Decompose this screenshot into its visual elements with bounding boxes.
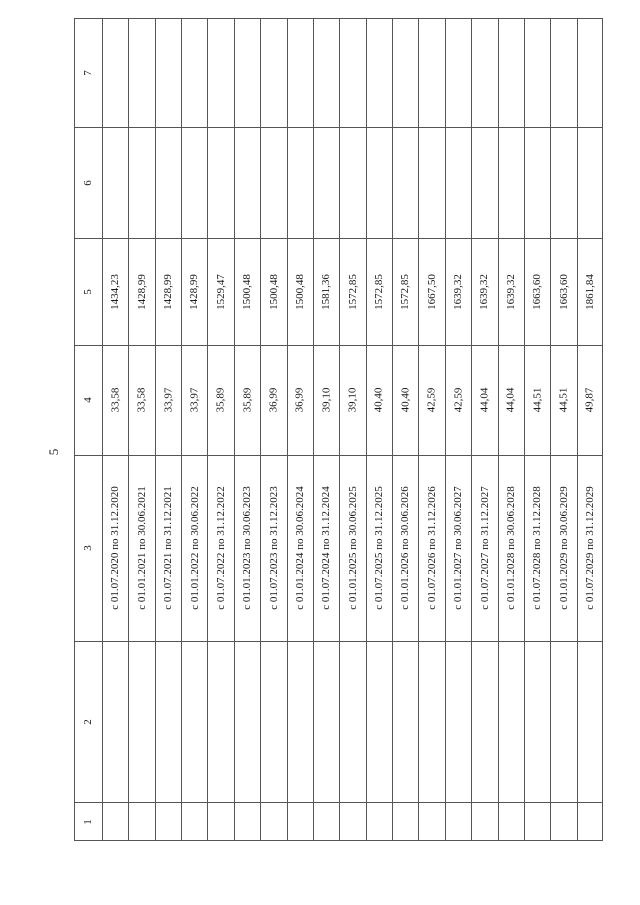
cell-col4-text: 36,99 xyxy=(293,387,306,413)
column-separator xyxy=(74,127,603,128)
column-header-label: 7 xyxy=(82,69,94,76)
cell-col4-text: 49,87 xyxy=(583,387,596,413)
cell-col4-text: 39,10 xyxy=(346,387,359,413)
cell-col5-text: 1639,32 xyxy=(478,273,491,310)
cell-col5-text: 1428,99 xyxy=(135,273,148,310)
column-separator xyxy=(74,802,603,803)
cell-period xyxy=(445,455,471,641)
cell-col4-text: 33,97 xyxy=(161,387,174,413)
column-header-label: 4 xyxy=(82,397,94,403)
cell-col4-text: 40,40 xyxy=(399,387,412,413)
cell-period-text: с 01.01.2029 по 30.06.2029 xyxy=(557,486,570,610)
cell-col4-text: 40,40 xyxy=(372,387,385,413)
cell-period xyxy=(313,455,339,641)
cell-col4-text: 44,04 xyxy=(478,387,491,413)
cell-col5-text: 1663,60 xyxy=(531,273,544,310)
column-header-label: 3 xyxy=(82,545,94,551)
cell-col4-text: 35,89 xyxy=(241,387,253,413)
cell-col4-text: 44,51 xyxy=(531,387,544,413)
column-header-label: 6 xyxy=(82,179,94,186)
column-header-3 xyxy=(74,455,102,641)
cell-col5-text: 1500,48 xyxy=(267,273,280,310)
cell-period xyxy=(260,455,286,641)
column-header-7 xyxy=(74,18,102,127)
cell-period-text: с 01.01.2027 по 30.06.2027 xyxy=(451,486,464,610)
cell-col5-text: 1428,99 xyxy=(188,273,201,310)
page-number: 5 xyxy=(46,448,61,456)
cell-col5-text: 1572,85 xyxy=(372,273,385,310)
cell-col4-text: 42,59 xyxy=(425,387,438,413)
cell-col4-text: 35,89 xyxy=(214,387,227,413)
column-header-label: 1 xyxy=(82,818,94,825)
cell-period xyxy=(524,455,550,641)
cell-col5 xyxy=(550,238,576,345)
cell-col4 xyxy=(418,345,444,455)
cell-col4 xyxy=(550,345,576,455)
cell-col5 xyxy=(155,238,181,345)
column-header-label: 2 xyxy=(82,718,94,725)
cell-col4 xyxy=(207,345,233,455)
cell-period-text: с 01.07.2028 по 31.12.2028 xyxy=(531,486,544,610)
cell-col5 xyxy=(524,238,550,345)
column-header-1 xyxy=(74,802,102,841)
cell-col4-text: 36,99 xyxy=(267,387,280,413)
cell-col5 xyxy=(287,238,313,345)
cell-col4 xyxy=(181,345,207,455)
cell-period-text: с 01.07.2025 по 31.12.2025 xyxy=(372,486,385,610)
cell-col5 xyxy=(102,238,128,345)
cell-col4 xyxy=(313,345,339,455)
cell-col5-text: 1639,32 xyxy=(504,273,517,310)
cell-col4 xyxy=(128,345,154,455)
cell-col5 xyxy=(392,238,418,345)
cell-period-text: с 01.07.2022 по 31.12.2022 xyxy=(214,486,227,610)
cell-period xyxy=(234,455,260,641)
cell-col4-text: 42,59 xyxy=(451,387,464,413)
column-header-5 xyxy=(74,238,102,345)
cell-period xyxy=(498,455,524,641)
cell-col4 xyxy=(234,345,260,455)
cell-col5 xyxy=(445,238,471,345)
cell-col5 xyxy=(418,238,444,345)
column-separator xyxy=(74,641,603,642)
column-header-6 xyxy=(74,127,102,238)
cell-col5-text: 1667,50 xyxy=(425,273,438,310)
cell-col5 xyxy=(471,238,497,345)
cell-period-text: с 01.01.2022 по 30.06.2022 xyxy=(188,486,201,610)
cell-col4 xyxy=(339,345,365,455)
cell-col5 xyxy=(234,238,260,345)
cell-col5-text: 1500,48 xyxy=(293,273,306,310)
cell-period xyxy=(577,455,603,641)
cell-col5-text: 1529,47 xyxy=(214,273,227,310)
cell-col4 xyxy=(577,345,603,455)
cell-period-text: с 01.07.2027 по 31.12.2027 xyxy=(478,486,491,610)
column-header-2 xyxy=(74,641,102,802)
cell-col4 xyxy=(498,345,524,455)
cell-col4-text: 39,10 xyxy=(320,387,333,413)
cell-col5 xyxy=(366,238,392,345)
cell-col5 xyxy=(313,238,339,345)
cell-period xyxy=(128,455,154,641)
cell-col4 xyxy=(445,345,471,455)
cell-col4-text: 33,97 xyxy=(188,387,201,413)
cell-period-text: с 01.01.2025 по 30.06.2025 xyxy=(346,486,359,610)
cell-col4-text: 33,58 xyxy=(135,387,148,413)
cell-period-text: с 01.01.2023 по 30.06.2023 xyxy=(241,486,254,610)
cell-col5 xyxy=(339,238,365,345)
cell-col5 xyxy=(498,238,524,345)
cell-col5-text: 1434,23 xyxy=(109,273,122,310)
cell-period-text: с 01.07.2024 по 31.12.2024 xyxy=(320,486,333,610)
cell-period xyxy=(102,455,128,641)
cell-col4-text: 33,58 xyxy=(109,387,122,413)
cell-col4 xyxy=(155,345,181,455)
cell-col5 xyxy=(260,238,286,345)
cell-col4 xyxy=(471,345,497,455)
cell-period xyxy=(550,455,576,641)
column-header-4 xyxy=(74,345,102,455)
cell-col5 xyxy=(207,238,233,345)
cell-col4 xyxy=(366,345,392,455)
cell-period xyxy=(181,455,207,641)
cell-col4-text: 44,51 xyxy=(557,387,570,413)
cell-period-text: с 01.01.2028 по 30.06.2028 xyxy=(504,486,517,610)
column-header-label: 5 xyxy=(82,288,94,295)
cell-col5-text: 1572,85 xyxy=(399,273,412,310)
cell-col5-text: 1500,48 xyxy=(241,273,254,310)
cell-period-text: с 01.01.2024 по 30.06.2024 xyxy=(293,486,306,610)
cell-col4 xyxy=(102,345,128,455)
cell-col5-text: 1663,60 xyxy=(557,273,570,310)
cell-col4-text: 44,04 xyxy=(504,387,517,413)
cell-period xyxy=(366,455,392,641)
cell-period xyxy=(471,455,497,641)
cell-col5-text: 1639,32 xyxy=(451,273,464,310)
cell-col5-text: 1581,36 xyxy=(320,273,333,310)
cell-period-text: с 01.01.2026 по 30.06.2026 xyxy=(399,486,412,610)
cell-col4 xyxy=(287,345,313,455)
cell-col5-text: 1861,84 xyxy=(583,273,596,310)
cell-period-text: с 01.07.2021 по 31.12.2021 xyxy=(161,486,174,610)
rotated-tariff-table xyxy=(74,18,603,841)
cell-period-text: с 01.07.2020 по 31.12.2020 xyxy=(109,486,122,610)
cell-period-text: с 01.07.2023 по 31.12.2023 xyxy=(267,486,280,610)
cell-col4 xyxy=(260,345,286,455)
cell-period xyxy=(339,455,365,641)
cell-period xyxy=(287,455,313,641)
cell-period xyxy=(418,455,444,641)
cell-col4 xyxy=(392,345,418,455)
cell-period xyxy=(392,455,418,641)
cell-col5-text: 1572,85 xyxy=(346,273,359,310)
cell-period-text: с 01.01.2021 по 30.06.2021 xyxy=(135,486,148,610)
cell-period xyxy=(155,455,181,641)
cell-col4 xyxy=(524,345,550,455)
cell-col5 xyxy=(181,238,207,345)
cell-period-text: с 01.07.2026 по 31.12.2026 xyxy=(425,486,438,610)
cell-period xyxy=(207,455,233,641)
cell-period-text: с 01.07.2029 по 31.12.2029 xyxy=(583,486,596,610)
cell-col5 xyxy=(128,238,154,345)
cell-col5 xyxy=(577,238,603,345)
cell-col5-text: 1428,99 xyxy=(161,273,174,310)
